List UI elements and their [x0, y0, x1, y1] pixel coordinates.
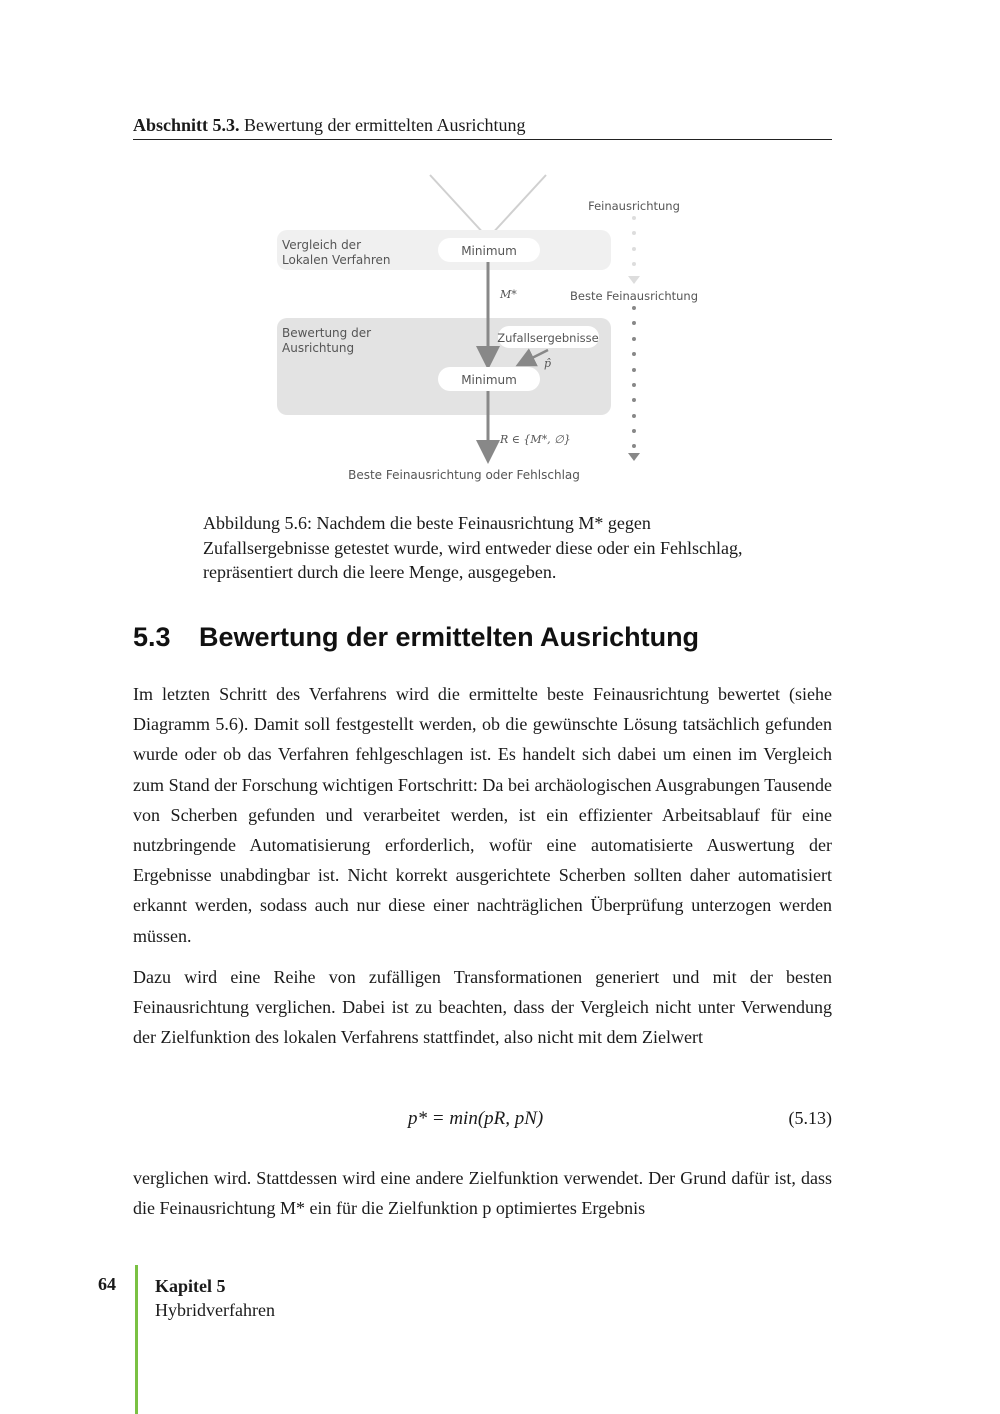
equation-number: (5.13) — [788, 1108, 832, 1128]
section-heading — [133, 622, 699, 653]
header-section-title: Bewertung der ermittelten Ausrichtung — [244, 115, 526, 135]
paragraph-3: verglichen wird. Stattdessen wird eine andere Zielfunktion verwendet. Der Grund dafür ist, dass die Feinausrichtung M* ein für die Zielfunktion p optimiertes Ergebnis — [133, 1168, 832, 1219]
section-number: 5.3 — [133, 622, 171, 652]
output-label: Beste Feinausrichtung oder Fehlschlag — [348, 468, 580, 482]
input-line-right — [490, 175, 546, 236]
input-line-left — [430, 175, 486, 236]
right-label-best: Beste Feinausrichtung — [570, 289, 698, 303]
right-label-fine: Feinausrichtung — [588, 199, 680, 213]
page-number: 64 — [98, 1274, 116, 1294]
header-section-label: Abschnitt 5.3. — [133, 115, 240, 135]
dotted-line-dark — [628, 306, 640, 461]
dotted-line-light — [628, 216, 640, 284]
equation-body: p* = min(pR, pN) — [408, 1108, 544, 1129]
footer-accent-bar — [135, 1265, 138, 1414]
box2-label-2: Ausrichtung — [282, 341, 355, 355]
random-results-label: Zufallsergebnisse — [497, 331, 599, 345]
m-star-label: M* — [500, 288, 517, 301]
footer-chapter-number: Kapitel 5 — [155, 1276, 226, 1296]
result-label: R ∈ {M*, ∅} — [500, 433, 571, 446]
footer-chapter-title: Hybridverfahren — [155, 1300, 275, 1320]
box1-label-2: Lokalen Verfahren — [282, 253, 391, 267]
box1-label-1: Vergleich der — [282, 238, 362, 252]
p-hat-label: p̂ — [544, 357, 552, 370]
paragraph-2: Dazu wird eine Reihe von zufälligen Transformationen generiert und mit der besten Feinausrichtung verglichen. Dabei ist zu beachten, dass der Vergleich nicht unter Verwendung der Zielfunktion des lokalen Verfahrens stattfindet, also nicht mit dem Zielwert — [133, 967, 832, 1048]
footer-chapter — [155, 1274, 275, 1322]
paragraph-1: Im letzten Schritt des Verfahrens wird die ermittelte beste Feinausrichtung bewertet (siehe Diagramm 5.6). Damit soll festgestellt werden, ob die gewünschte Lösung tatsächlich gefunden wurde oder ob das Verfahren fehlgeschlagen ist. Es handelt sich dabei um einen im Vergleich zum Stand der Forschung wichtigen Fortschritt: Da bei archäologischen Ausgrabungen Tausende von Scherben gefunden und verarbeitet werden, ist ein effizienter Arbeitsablauf für eine nutzbringende Automatisierung erforderlich, wofür eine automatisierte Auswertung der Ergebnisse unabdingbar ist. Nicht korrekt ausgerichtete Scherben sollten daher automatisiert erkannt werden, sodass auch nur diese einer nachträglichen Überprüfung unterzogen werden müssen. — [133, 684, 832, 946]
figure-caption: Abbildung 5.6: Nachdem die beste Feinausrichtung M* gegen Zufallsergebnisse getestet wurde, wird entweder diese oder ein Fehlschlag, repräsentiert durch die leere Menge, ausgegeben. — [203, 513, 743, 582]
box2-label-1: Bewertung der — [282, 326, 372, 340]
section-title-text: Bewertung der ermittelten Ausrichtung — [199, 622, 700, 652]
minimum-label-1: Minimum — [461, 244, 517, 258]
flow-diagram — [0, 0, 1000, 500]
minimum-label-2: Minimum — [461, 373, 517, 387]
